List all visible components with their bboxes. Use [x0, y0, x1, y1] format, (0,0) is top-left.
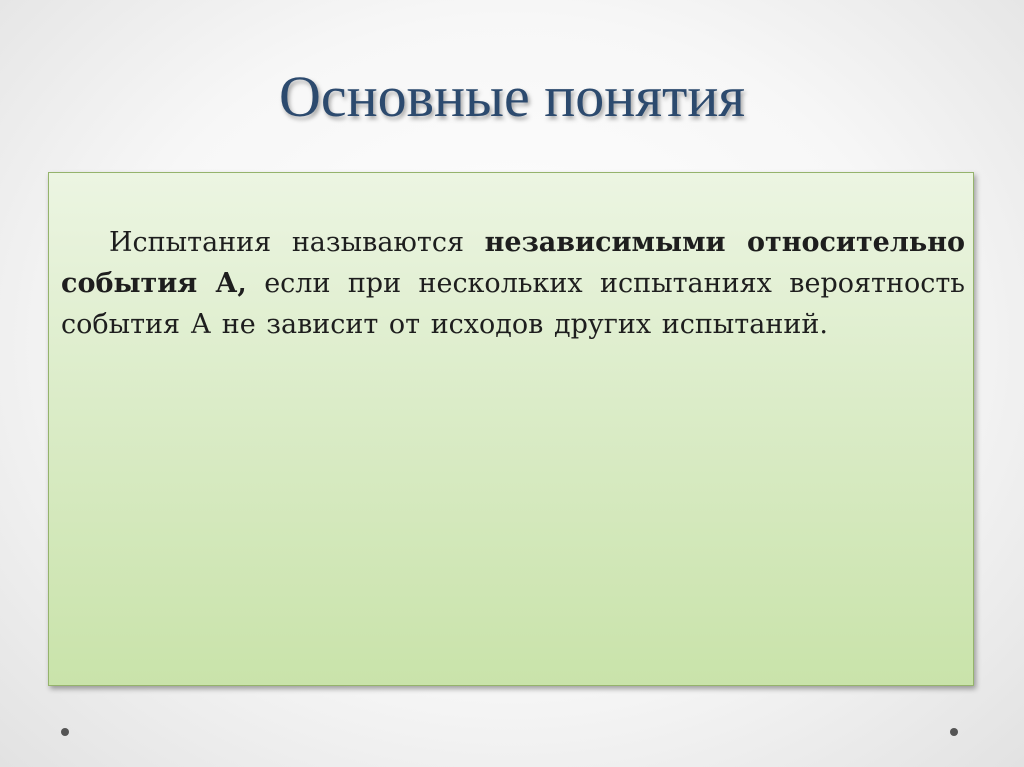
definition-intro: Испытания называются [109, 227, 485, 258]
definition-text [61, 222, 965, 345]
definition-rest: если при нескольких испытаниях вероятность события А не зависит от исходов других испытаний. [61, 268, 965, 340]
decorative-dot-left [61, 728, 69, 736]
definition-term: независимыми относительно события А, [61, 227, 965, 299]
slide-title: Основные понятия [278, 64, 746, 129]
definition-box [48, 172, 974, 686]
decorative-dot-right [950, 728, 958, 736]
